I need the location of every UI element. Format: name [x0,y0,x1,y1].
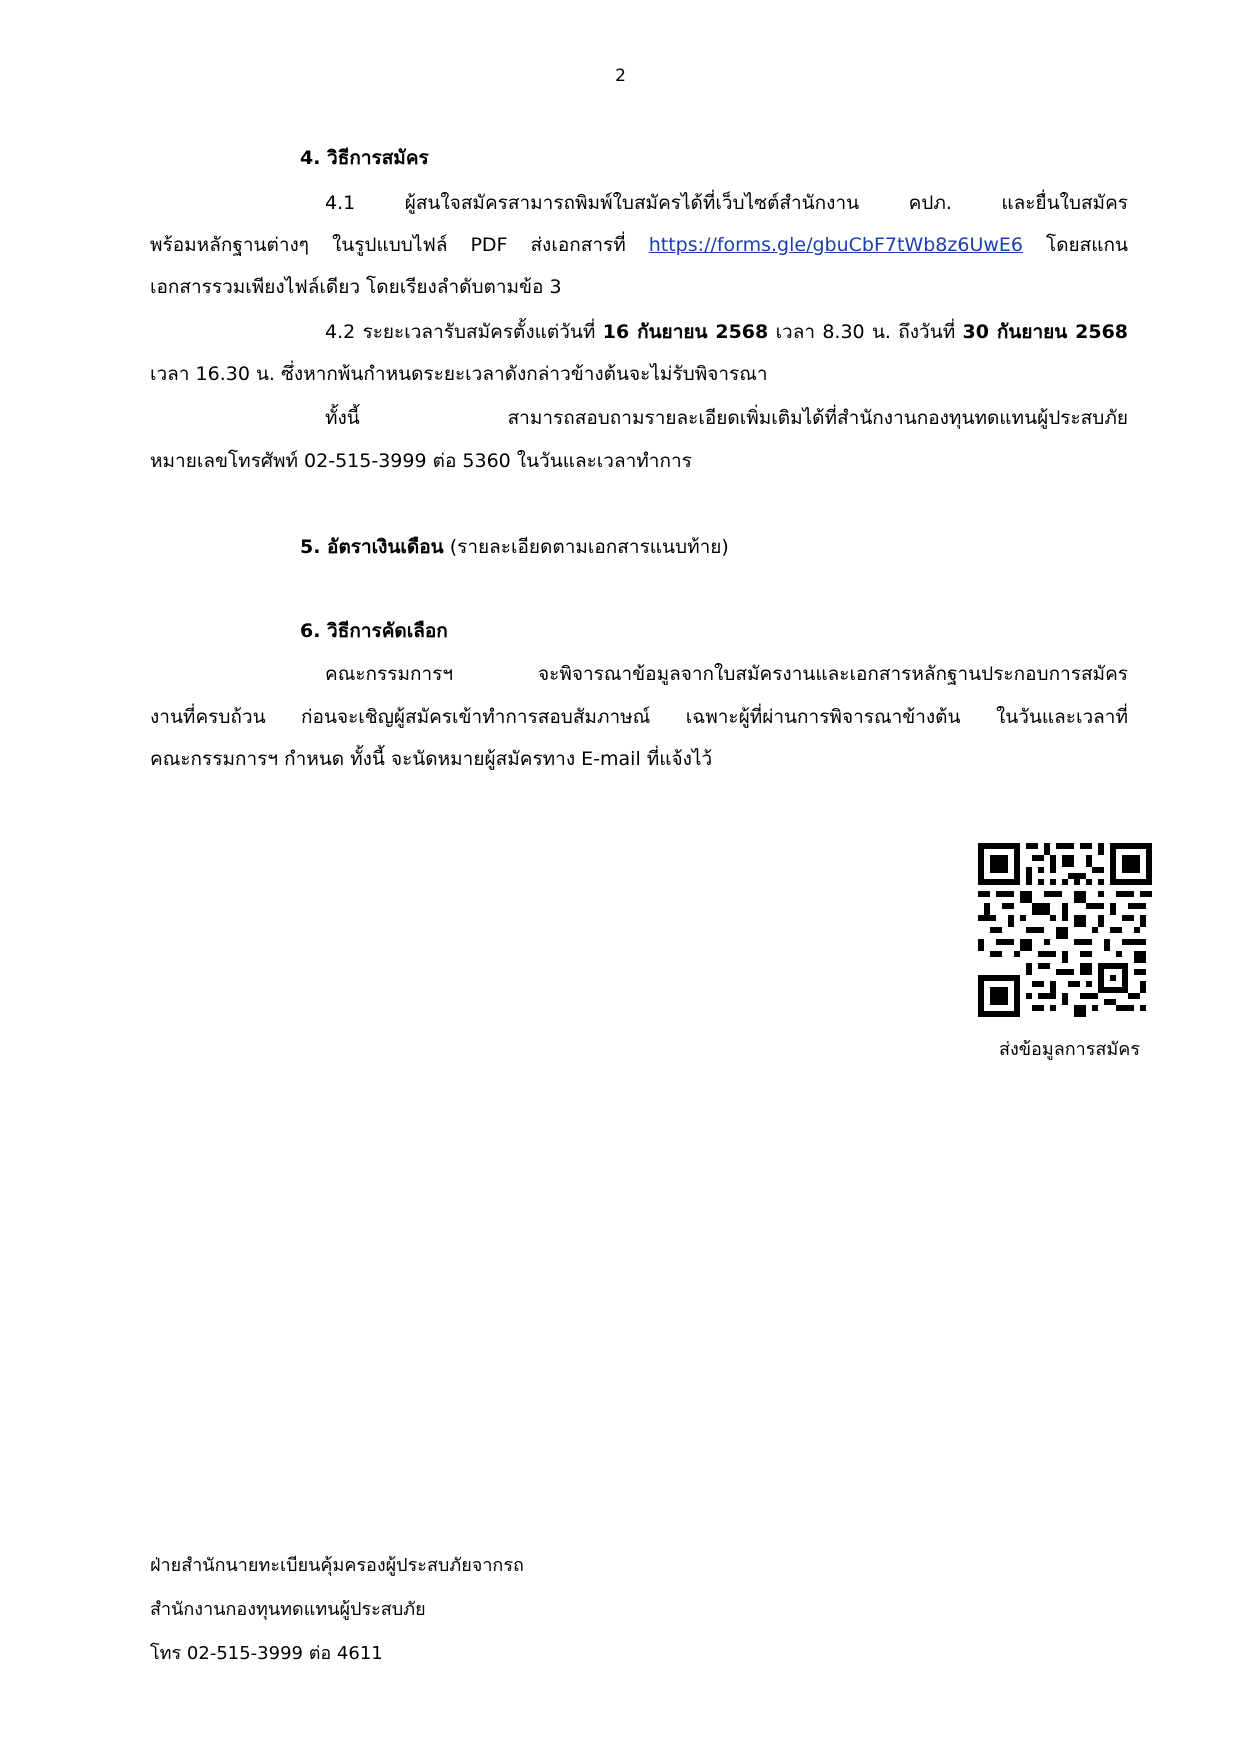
item-4-1-line-3: เอกสารรวมเพียงไฟล์เดียว โดยเรียงลำดับตามข้อ 3 [150,276,562,298]
footer-department: ฝ่ายสำนักนายทะเบียนคุ้มครองผู้ประสบภัยจากรถ [150,1555,524,1576]
note-line-1: ทั้งนี้ สามารถสอบถามรายละเอียดเพิ่มเติมได้ที่สำนักงานกองทุนทดแทนผู้ประสบภัย [325,407,1128,429]
item-4-2-end-date: 30 กันยายน 2568 [962,321,1129,343]
application-qr-code[interactable] [978,843,1152,1017]
section-6-heading [300,618,448,644]
qr-code-icon [978,843,1152,1017]
item-4-1-line-2-pre: พร้อมหลักฐานต่างๆ ในรูปแบบไฟล์ PDF ส่งเอกสารที่ [150,234,626,256]
item-4-2-part-2: เวลา 8.30 น. ถึงวันที่ [775,321,956,343]
section-5-heading [300,534,729,560]
footer-phone: โทร 02-515-3999 ต่อ 4611 [150,1643,383,1664]
section-6-heading-text: 6. วิธีการคัดเลือก [300,620,448,642]
application-form-link[interactable]: https://forms.gle/gbuCbF7tWb8z6UwE6 [648,234,1023,256]
section-4-heading [300,145,429,171]
footer-office: สำนักงานกองทุนทดแทนผู้ประสบภัย [150,1599,426,1620]
section-6-line-1: คณะกรรมการฯ จะพิจารณาข้อมูลจากใบสมัครงานและเอกสารหลักฐานประกอบการสมัคร [325,663,1128,685]
item-4-2-line-1 [325,319,1128,345]
item-4-1-line-1: 4.1 ผู้สนใจสมัครสามารถพิมพ์ใบสมัครได้ที่เว็บไซต์สำนักงาน คปภ. และยื่นใบสมัคร [325,192,1128,214]
section-4-heading-text: 4. วิธีการสมัคร [300,147,429,169]
note-line-2: หมายเลขโทรศัพท์ 02-515-3999 ต่อ 5360 ในวันและเวลาทำการ [150,450,692,472]
item-4-2-line-2: เวลา 16.30 น. ซึ่งหากพ้นกำหนดระยะเวลาดังกล่าวข้างต้นจะไม่รับพิจารณา [150,363,768,385]
section-5-heading-text: 5. อัตราเงินเดือน [300,536,444,558]
section-6-line-2: งานที่ครบถ้วน ก่อนจะเชิญผู้สมัครเข้าทำการสอบสัมภาษณ์ เฉพาะผู้ที่ผ่านการพิจารณาข้างต้น ในวันและเวลาที่ [150,706,1128,728]
item-4-1-line-2 [150,232,1128,258]
qr-caption: ส่งข้อมูลการสมัคร [998,1039,1140,1060]
item-4-2-part-1: 4.2 ระยะเวลารับสมัครตั้งแต่วันที่ [325,321,596,343]
item-4-1-line-2-post: โดยสแกน [1045,234,1128,256]
section-5-detail: (รายละเอียดตามเอกสารแนบท้าย) [449,536,729,558]
item-4-2-start-date: 16 กันยายน 2568 [602,321,769,343]
page-number: 2 [615,66,626,86]
section-6-line-3: คณะกรรมการฯ กำหนด ทั้งนี้ จะนัดหมายผู้สมัครทาง E-mail ที่แจ้งไว้ [150,748,713,770]
